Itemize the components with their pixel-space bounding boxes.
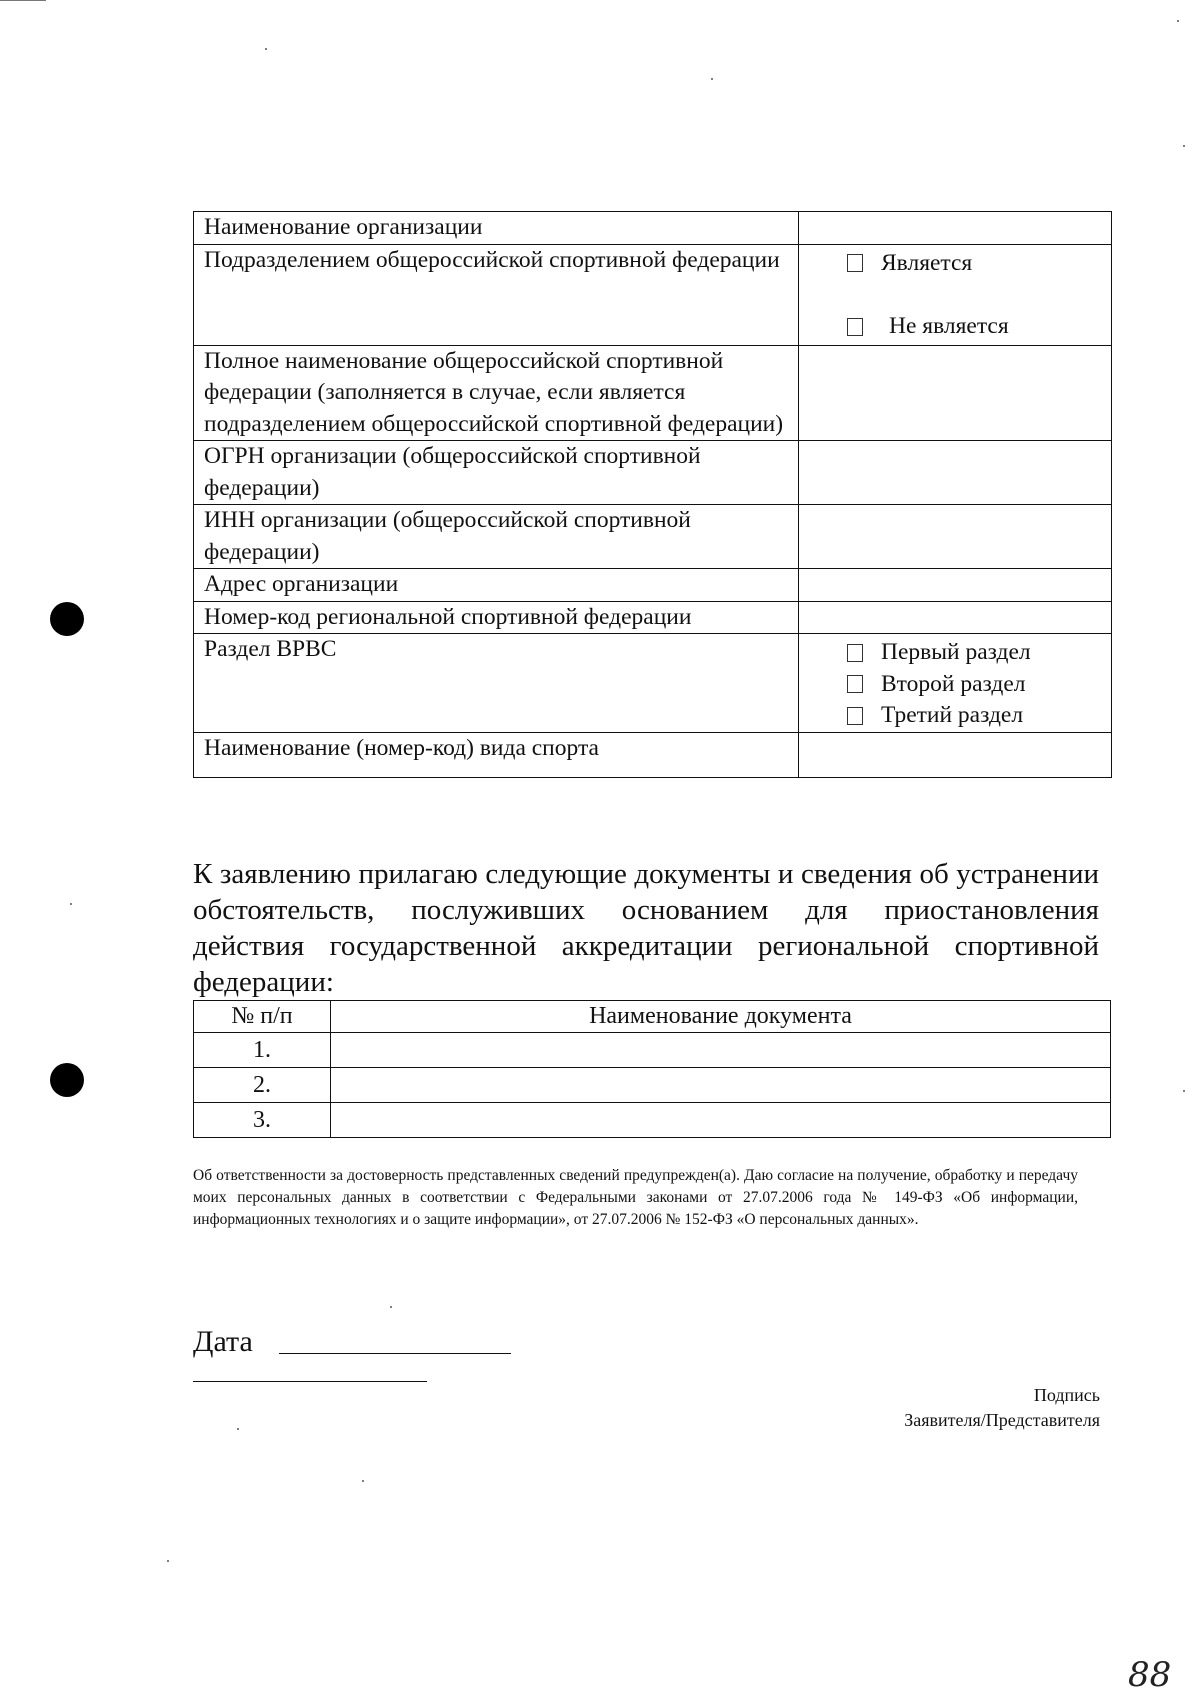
option-not-subdivision[interactable] <box>847 311 1101 343</box>
option-second-section[interactable] <box>847 669 1101 701</box>
punch-hole-bottom <box>50 1063 84 1097</box>
vrvs-options <box>799 634 1112 733</box>
option-is-subdivision[interactable] <box>847 248 1101 280</box>
signature-line[interactable] <box>193 1381 427 1382</box>
scan-speck <box>1177 20 1179 22</box>
row-regional-code <box>194 601 1112 634</box>
scan-speck <box>237 1428 239 1430</box>
scan-speck <box>70 903 72 905</box>
header-number: № п/п <box>194 1001 331 1033</box>
row-org-name <box>194 212 1112 245</box>
date-label: Дата <box>193 1325 253 1358</box>
row-inn <box>194 505 1112 569</box>
address-value[interactable] <box>799 569 1112 602</box>
org-name-label: Наименование организации <box>194 212 799 245</box>
sport-value[interactable] <box>799 732 1112 777</box>
scan-speck <box>362 1480 364 1482</box>
attachment-paragraph: К заявлению прилагаю следующие документы и сведения об устранении обстоятельств, послуживших основанием для приостановления действия государственной аккредитации региональной спортивной федерации: <box>193 858 1099 998</box>
full-name-label: Полное наименование общероссийской спортивной федерации (заполняется в случае, если является подразделением общероссийской спортивной федерации) <box>194 345 799 441</box>
regional-code-value[interactable] <box>799 601 1112 634</box>
signature-caption-line1: Подпись <box>1033 1385 1100 1405</box>
row-full-name <box>194 345 1112 441</box>
checkbox-icon[interactable] <box>847 644 863 662</box>
consent-text: Об ответственности за достоверность представленных сведений предупрежден(а). Даю согласие на получение, обработку и передачу моих персональных данных в соответствии с Федеральными законами от 27.07.2006 года № 149-ФЗ «Об информации, информационных технологиях и о защите информации», от 27.07.2006 № 152-ФЗ «О персональных данных». <box>193 1167 1078 1228</box>
row-vrvs <box>194 634 1112 733</box>
option-label: Является <box>881 249 973 276</box>
scan-speck <box>711 78 713 80</box>
row-number: 3. <box>194 1103 331 1138</box>
option-label: Не является <box>889 313 1009 339</box>
address-label: Адрес организации <box>194 569 799 602</box>
option-third-section[interactable] <box>847 700 1101 732</box>
vrvs-label: Раздел ВРВС <box>194 634 799 733</box>
document-name-cell[interactable] <box>331 1103 1111 1138</box>
option-first-section[interactable] <box>847 637 1101 669</box>
document-name-cell[interactable] <box>331 1068 1111 1103</box>
table-header-row <box>194 1001 1111 1033</box>
scan-speck <box>390 1306 392 1308</box>
row-number: 1. <box>194 1033 331 1068</box>
checkbox-icon[interactable] <box>847 318 863 336</box>
row-number: 2. <box>194 1068 331 1103</box>
table-row <box>194 1068 1111 1103</box>
row-ogrn <box>194 441 1112 505</box>
checkbox-icon[interactable] <box>847 707 863 725</box>
scan-speck <box>167 1560 169 1562</box>
scan-speck <box>1183 145 1185 147</box>
signature-caption-line2: Заявителя/Представителя <box>904 1410 1100 1430</box>
signature-caption <box>904 1383 1100 1433</box>
scan-speck <box>1183 1090 1185 1092</box>
document-name-cell[interactable] <box>331 1033 1111 1068</box>
subdivision-label: Подразделением общероссийской спортивной федерации <box>194 244 799 345</box>
table-row <box>194 1103 1111 1138</box>
header-document-name: Наименование документа <box>331 1001 1111 1033</box>
corner-mark <box>0 0 46 1</box>
date-input-line[interactable] <box>279 1353 511 1354</box>
checkbox-icon[interactable] <box>847 254 863 272</box>
regional-code-label: Номер-код региональной спортивной федерации <box>194 601 799 634</box>
handwritten-page-number: 88 <box>1128 1655 1172 1695</box>
option-label: Первый раздел <box>881 639 1031 665</box>
punch-hole-top <box>50 602 84 636</box>
org-name-value[interactable] <box>799 212 1112 245</box>
full-name-value[interactable] <box>799 345 1112 441</box>
checkbox-icon[interactable] <box>847 675 863 693</box>
inn-value[interactable] <box>799 505 1112 569</box>
row-subdivision <box>194 244 1112 345</box>
ogrn-label: ОГРН организации (общероссийской спортивной федерации) <box>194 441 799 505</box>
scan-speck <box>265 48 267 50</box>
organization-info-table <box>193 211 1112 778</box>
ogrn-value[interactable] <box>799 441 1112 505</box>
option-label: Третий раздел <box>881 702 1024 728</box>
option-label: Второй раздел <box>881 670 1026 697</box>
inn-label: ИНН организации (общероссийской спортивной федерации) <box>194 505 799 569</box>
row-address <box>194 569 1112 602</box>
documents-table <box>193 1000 1111 1138</box>
row-sport <box>194 732 1112 777</box>
subdivision-options <box>799 244 1112 345</box>
sport-label: Наименование (номер-код) вида спорта <box>194 732 799 777</box>
table-row <box>194 1033 1111 1068</box>
